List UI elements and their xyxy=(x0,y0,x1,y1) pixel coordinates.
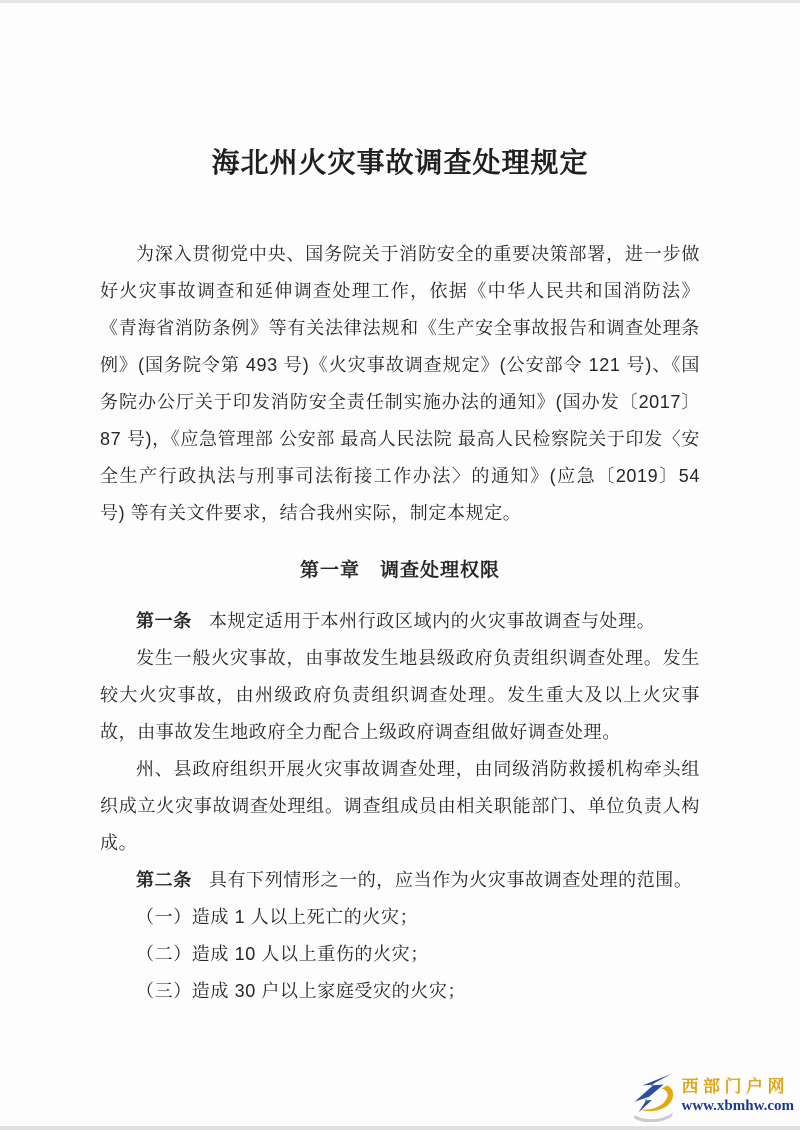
document-blocks xyxy=(100,236,700,1010)
article-paragraph: 第一条 本规定适用于本州行政区域内的火灾事故调查与处理。 xyxy=(136,611,656,631)
list-item: （一）造成 1 人以上死亡的火灾； xyxy=(136,907,419,927)
document-content xyxy=(100,146,700,1010)
doc-paragraph: 发生一般火灾事故，由事故发生地县级政府负责组织调查处理。发生较大火灾事故，由州级政府负责组织调查处理。发生重大及以上火灾事故，由事故发生地政府全力配合上级政府调查组做好调查处理。 xyxy=(100,648,700,742)
chapter-heading: 第一章 调查处理权限 xyxy=(299,560,500,581)
list-item: （三）造成 30 户以上家庭受灾的火灾； xyxy=(136,981,467,1001)
site-watermark xyxy=(629,1070,794,1122)
site-logo-text xyxy=(681,1077,794,1115)
article-number: 第一条 xyxy=(136,611,192,631)
list-item: （二）造成 10 人以上重伤的火灾； xyxy=(136,944,429,964)
doc-paragraph: 州、县政府组织开展火灾事故调查处理，由同级消防救援机构牵头组织成立火灾事故调查处理组。调查组成员由相关职能部门、单位负责人构成。 xyxy=(100,759,700,853)
article-number: 第二条 xyxy=(136,870,192,890)
site-url: www.xbmhw.com xyxy=(681,1098,794,1114)
site-name: 西部门户网 xyxy=(681,1077,789,1096)
site-logo-icon xyxy=(629,1070,677,1122)
doc-paragraph: 为深入贯彻党中央、国务院关于消防安全的重要决策部署，进一步做好火灾事故调查和延伸调查处理工作，依据《中华人民共和国消防法》《青海省消防条例》等有关法律法规和《生产安全事故报告和调查处理条例》(国务院令第 493 号)《火灾事故调查规定》(公安部令 121 号)、《国务院办公厅关于印发消防安全责任制实施办法的通知》(国办发〔2017〕87 号)，《应急管理部 公安部 最高人民法院 最高人民检察院关于印发〈安全生产行政执法与刑事司法衔接工作办法〉的通知》(应急〔2019〕54 号) 等有关文件要求，结合我州实际，制定本规定。 xyxy=(100,244,700,523)
article-paragraph: 第二条 具有下列情形之一的，应当作为火灾事故调查处理的范围。 xyxy=(136,870,693,890)
page-title: 海北州火灾事故调查处理规定 xyxy=(211,147,589,178)
